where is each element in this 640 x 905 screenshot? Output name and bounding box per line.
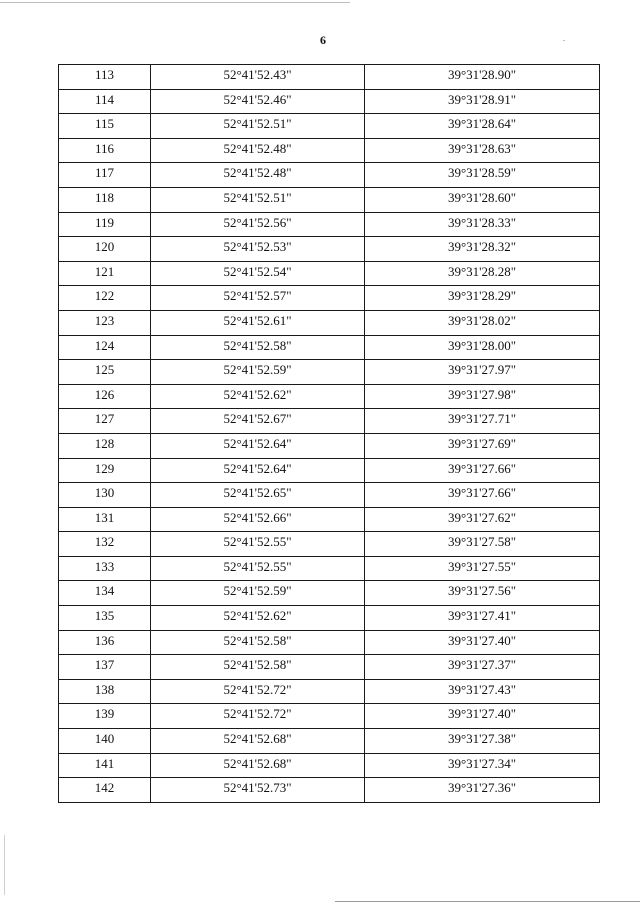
longitude-cell: 39°31'28.29"	[365, 286, 600, 311]
point-number-cell: 116	[59, 138, 151, 163]
point-number-cell: 121	[59, 261, 151, 286]
page-number: 6	[320, 33, 326, 47]
latitude-cell: 52°41'52.68"	[151, 729, 365, 754]
point-number-cell: 142	[59, 778, 151, 803]
table-row	[59, 433, 600, 458]
longitude-cell: 39°31'27.56"	[365, 581, 600, 606]
point-number-cell: 136	[59, 630, 151, 655]
point-number-cell: 129	[59, 458, 151, 483]
longitude-cell: 39°31'27.71"	[365, 409, 600, 434]
latitude-cell: 52°41'52.59"	[151, 581, 365, 606]
latitude-cell: 52°41'52.73"	[151, 778, 365, 803]
latitude-cell: 52°41'52.58"	[151, 630, 365, 655]
latitude-cell: 52°41'52.72"	[151, 679, 365, 704]
point-number-cell: 141	[59, 753, 151, 778]
table-row	[59, 606, 600, 631]
scan-border-top	[0, 2, 350, 3]
coordinates-table	[58, 64, 600, 803]
longitude-cell: 39°31'27.62"	[365, 507, 600, 532]
table-row	[59, 630, 600, 655]
latitude-cell: 52°41'52.59"	[151, 360, 365, 385]
point-number-cell: 125	[59, 360, 151, 385]
scan-speck	[563, 40, 565, 41]
table-row	[59, 138, 600, 163]
table-row	[59, 114, 600, 139]
point-number-cell: 117	[59, 163, 151, 188]
latitude-cell: 52°41'52.62"	[151, 384, 365, 409]
latitude-cell: 52°41'52.61"	[151, 310, 365, 335]
longitude-cell: 39°31'28.63"	[365, 138, 600, 163]
table-row	[59, 261, 600, 286]
latitude-cell: 52°41'52.51"	[151, 187, 365, 212]
latitude-cell: 52°41'52.64"	[151, 433, 365, 458]
longitude-cell: 39°31'27.40"	[365, 704, 600, 729]
point-number-cell: 127	[59, 409, 151, 434]
longitude-cell: 39°31'27.58"	[365, 532, 600, 557]
longitude-cell: 39°31'28.32"	[365, 237, 600, 262]
point-number-cell: 114	[59, 89, 151, 114]
longitude-cell: 39°31'28.02"	[365, 310, 600, 335]
longitude-cell: 39°31'28.28"	[365, 261, 600, 286]
table-row	[59, 237, 600, 262]
point-number-cell: 113	[59, 65, 151, 90]
table-row	[59, 65, 600, 90]
latitude-cell: 52°41'52.68"	[151, 753, 365, 778]
longitude-cell: 39°31'27.41"	[365, 606, 600, 631]
table-row	[59, 310, 600, 335]
table-row	[59, 360, 600, 385]
latitude-cell: 52°41'52.48"	[151, 163, 365, 188]
point-number-cell: 135	[59, 606, 151, 631]
table-row	[59, 89, 600, 114]
point-number-cell: 123	[59, 310, 151, 335]
latitude-cell: 52°41'52.64"	[151, 458, 365, 483]
table-row	[59, 483, 600, 508]
coordinates-table-body	[59, 65, 600, 803]
longitude-cell: 39°31'28.91"	[365, 89, 600, 114]
point-number-cell: 130	[59, 483, 151, 508]
point-number-cell: 139	[59, 704, 151, 729]
table-row	[59, 286, 600, 311]
longitude-cell: 39°31'27.66"	[365, 483, 600, 508]
latitude-cell: 52°41'52.65"	[151, 483, 365, 508]
longitude-cell: 39°31'27.98"	[365, 384, 600, 409]
longitude-cell: 39°31'28.90"	[365, 65, 600, 90]
longitude-cell: 39°31'27.66"	[365, 458, 600, 483]
latitude-cell: 52°41'52.66"	[151, 507, 365, 532]
latitude-cell: 52°41'52.53"	[151, 237, 365, 262]
point-number-cell: 134	[59, 581, 151, 606]
point-number-cell: 115	[59, 114, 151, 139]
longitude-cell: 39°31'27.43"	[365, 679, 600, 704]
longitude-cell: 39°31'28.64"	[365, 114, 600, 139]
table-row	[59, 679, 600, 704]
table-row	[59, 507, 600, 532]
latitude-cell: 52°41'52.48"	[151, 138, 365, 163]
longitude-cell: 39°31'27.34"	[365, 753, 600, 778]
longitude-cell: 39°31'27.37"	[365, 655, 600, 680]
point-number-cell: 126	[59, 384, 151, 409]
table-row	[59, 409, 600, 434]
point-number-cell: 131	[59, 507, 151, 532]
table-row	[59, 458, 600, 483]
latitude-cell: 52°41'52.46"	[151, 89, 365, 114]
point-number-cell: 133	[59, 556, 151, 581]
latitude-cell: 52°41'52.43"	[151, 65, 365, 90]
table-row	[59, 532, 600, 557]
latitude-cell: 52°41'52.62"	[151, 606, 365, 631]
table-row	[59, 655, 600, 680]
longitude-cell: 39°31'27.40"	[365, 630, 600, 655]
table-row	[59, 212, 600, 237]
table-row	[59, 556, 600, 581]
scan-border-left	[4, 835, 5, 895]
table-row	[59, 581, 600, 606]
table-row	[59, 384, 600, 409]
point-number-cell: 137	[59, 655, 151, 680]
point-number-cell: 132	[59, 532, 151, 557]
point-number-cell: 128	[59, 433, 151, 458]
latitude-cell: 52°41'52.55"	[151, 532, 365, 557]
point-number-cell: 122	[59, 286, 151, 311]
latitude-cell: 52°41'52.58"	[151, 655, 365, 680]
longitude-cell: 39°31'28.33"	[365, 212, 600, 237]
table-row	[59, 335, 600, 360]
latitude-cell: 52°41'52.58"	[151, 335, 365, 360]
table-row	[59, 704, 600, 729]
latitude-cell: 52°41'52.72"	[151, 704, 365, 729]
latitude-cell: 52°41'52.56"	[151, 212, 365, 237]
longitude-cell: 39°31'27.97"	[365, 360, 600, 385]
point-number-cell: 140	[59, 729, 151, 754]
table-row	[59, 778, 600, 803]
point-number-cell: 118	[59, 187, 151, 212]
point-number-cell: 120	[59, 237, 151, 262]
table-row	[59, 187, 600, 212]
longitude-cell: 39°31'27.55"	[365, 556, 600, 581]
point-number-cell: 124	[59, 335, 151, 360]
longitude-cell: 39°31'28.60"	[365, 187, 600, 212]
longitude-cell: 39°31'28.00"	[365, 335, 600, 360]
point-number-cell: 138	[59, 679, 151, 704]
longitude-cell: 39°31'27.38"	[365, 729, 600, 754]
table-row	[59, 753, 600, 778]
longitude-cell: 39°31'28.59"	[365, 163, 600, 188]
latitude-cell: 52°41'52.57"	[151, 286, 365, 311]
point-number-cell: 119	[59, 212, 151, 237]
latitude-cell: 52°41'52.54"	[151, 261, 365, 286]
table-row	[59, 729, 600, 754]
table-row	[59, 163, 600, 188]
latitude-cell: 52°41'52.67"	[151, 409, 365, 434]
latitude-cell: 52°41'52.55"	[151, 556, 365, 581]
longitude-cell: 39°31'27.69"	[365, 433, 600, 458]
latitude-cell: 52°41'52.51"	[151, 114, 365, 139]
scan-border-bottom	[335, 901, 640, 902]
longitude-cell: 39°31'27.36"	[365, 778, 600, 803]
